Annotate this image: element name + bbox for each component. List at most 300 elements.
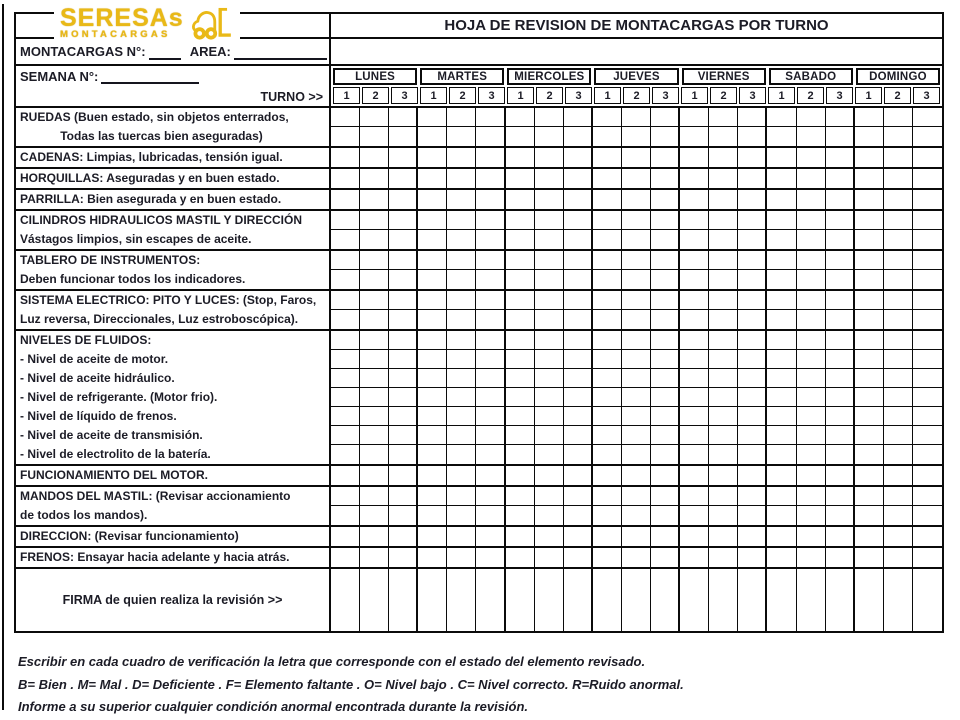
check-cell-niveles-fluidos-r4-lunes-t3[interactable]: [389, 388, 418, 407]
check-cell-niveles-fluidos-r5-domingo-t3[interactable]: [913, 407, 942, 426]
check-cell-ruedas-r1-miercoles-t3[interactable]: [564, 108, 593, 127]
check-cell-tablero-instrumentos-r2-jueves-t3[interactable]: [651, 270, 680, 289]
check-cell-frenos-r1-viernes-t1[interactable]: [680, 548, 709, 567]
check-cell-niveles-fluidos-r3-domingo-t2[interactable]: [884, 369, 913, 388]
check-cell-niveles-fluidos-r2-jueves-t3[interactable]: [651, 350, 680, 369]
check-cell-frenos-r1-lunes-t1[interactable]: [331, 548, 360, 567]
check-cell-ruedas-r1-jueves-t2[interactable]: [622, 108, 651, 127]
signature-cell-firma-r1-miercoles-t2[interactable]: [535, 569, 564, 631]
check-cell-niveles-fluidos-r2-sabado-t2[interactable]: [797, 350, 826, 369]
check-cell-niveles-fluidos-r6-miercoles-t3[interactable]: [564, 426, 593, 445]
check-cell-niveles-fluidos-r4-jueves-t3[interactable]: [651, 388, 680, 407]
check-cell-tablero-instrumentos-r1-sabado-t1[interactable]: [767, 251, 796, 270]
check-cell-sistema-electrico-r2-martes-t1[interactable]: [418, 310, 447, 329]
check-cell-sistema-electrico-r1-domingo-t1[interactable]: [855, 291, 884, 310]
check-cell-cilindros-hidraulicos-r1-viernes-t2[interactable]: [709, 211, 738, 230]
check-cell-niveles-fluidos-r3-sabado-t1[interactable]: [767, 369, 796, 388]
check-cell-niveles-fluidos-r5-viernes-t2[interactable]: [709, 407, 738, 426]
check-cell-niveles-fluidos-r1-domingo-t1[interactable]: [855, 331, 884, 350]
check-cell-tablero-instrumentos-r2-sabado-t2[interactable]: [797, 270, 826, 289]
check-cell-niveles-fluidos-r6-lunes-t2[interactable]: [360, 426, 389, 445]
check-cell-niveles-fluidos-r3-viernes-t1[interactable]: [680, 369, 709, 388]
check-cell-tablero-instrumentos-r1-viernes-t2[interactable]: [709, 251, 738, 270]
check-cell-tablero-instrumentos-r2-martes-t1[interactable]: [418, 270, 447, 289]
check-cell-tablero-instrumentos-r1-sabado-t2[interactable]: [797, 251, 826, 270]
check-cell-niveles-fluidos-r5-domingo-t1[interactable]: [855, 407, 884, 426]
check-cell-frenos-r1-jueves-t1[interactable]: [593, 548, 622, 567]
check-cell-cadenas-r1-jueves-t3[interactable]: [651, 148, 680, 167]
check-cell-parrilla-r1-domingo-t1[interactable]: [855, 190, 884, 209]
check-cell-cadenas-r1-viernes-t1[interactable]: [680, 148, 709, 167]
check-cell-niveles-fluidos-r7-domingo-t1[interactable]: [855, 445, 884, 464]
check-cell-mandos-mastil-r1-domingo-t1[interactable]: [855, 487, 884, 506]
check-cell-niveles-fluidos-r4-viernes-t1[interactable]: [680, 388, 709, 407]
check-cell-direccion-r1-martes-t1[interactable]: [418, 527, 447, 546]
check-cell-parrilla-r1-sabado-t2[interactable]: [797, 190, 826, 209]
check-cell-funcionamiento-motor-r1-viernes-t1[interactable]: [680, 466, 709, 485]
check-cell-sistema-electrico-r2-domingo-t1[interactable]: [855, 310, 884, 329]
check-cell-niveles-fluidos-r7-lunes-t1[interactable]: [331, 445, 360, 464]
check-cell-sistema-electrico-r2-lunes-t3[interactable]: [389, 310, 418, 329]
check-cell-niveles-fluidos-r6-miercoles-t2[interactable]: [535, 426, 564, 445]
check-cell-mandos-mastil-r2-viernes-t3[interactable]: [738, 506, 767, 525]
check-cell-horquillas-r1-jueves-t2[interactable]: [622, 169, 651, 188]
check-cell-niveles-fluidos-r2-jueves-t1[interactable]: [593, 350, 622, 369]
signature-cell-firma-r1-viernes-t3[interactable]: [738, 569, 767, 631]
check-cell-mandos-mastil-r1-domingo-t3[interactable]: [913, 487, 942, 506]
check-cell-cilindros-hidraulicos-r1-martes-t3[interactable]: [476, 211, 505, 230]
check-cell-tablero-instrumentos-r2-viernes-t2[interactable]: [709, 270, 738, 289]
check-cell-direccion-r1-sabado-t1[interactable]: [767, 527, 796, 546]
check-cell-mandos-mastil-r2-martes-t1[interactable]: [418, 506, 447, 525]
check-cell-niveles-fluidos-r3-jueves-t2[interactable]: [622, 369, 651, 388]
check-cell-niveles-fluidos-r6-domingo-t3[interactable]: [913, 426, 942, 445]
check-cell-niveles-fluidos-r6-martes-t1[interactable]: [418, 426, 447, 445]
check-cell-cilindros-hidraulicos-r1-sabado-t1[interactable]: [767, 211, 796, 230]
check-cell-ruedas-r2-viernes-t1[interactable]: [680, 127, 709, 146]
check-cell-niveles-fluidos-r3-lunes-t3[interactable]: [389, 369, 418, 388]
check-cell-parrilla-r1-lunes-t1[interactable]: [331, 190, 360, 209]
check-cell-niveles-fluidos-r7-martes-t3[interactable]: [476, 445, 505, 464]
check-cell-cadenas-r1-sabado-t3[interactable]: [826, 148, 855, 167]
check-cell-direccion-r1-jueves-t3[interactable]: [651, 527, 680, 546]
check-cell-direccion-r1-sabado-t2[interactable]: [797, 527, 826, 546]
check-cell-mandos-mastil-r2-sabado-t2[interactable]: [797, 506, 826, 525]
check-cell-niveles-fluidos-r4-jueves-t2[interactable]: [622, 388, 651, 407]
check-cell-funcionamiento-motor-r1-miercoles-t3[interactable]: [564, 466, 593, 485]
check-cell-tablero-instrumentos-r1-viernes-t1[interactable]: [680, 251, 709, 270]
check-cell-funcionamiento-motor-r1-martes-t3[interactable]: [476, 466, 505, 485]
check-cell-niveles-fluidos-r4-domingo-t1[interactable]: [855, 388, 884, 407]
check-cell-horquillas-r1-lunes-t3[interactable]: [389, 169, 418, 188]
check-cell-tablero-instrumentos-r1-martes-t1[interactable]: [418, 251, 447, 270]
check-cell-ruedas-r2-jueves-t3[interactable]: [651, 127, 680, 146]
check-cell-niveles-fluidos-r1-sabado-t1[interactable]: [767, 331, 796, 350]
check-cell-direccion-r1-miercoles-t2[interactable]: [535, 527, 564, 546]
signature-cell-firma-r1-jueves-t1[interactable]: [593, 569, 622, 631]
check-cell-niveles-fluidos-r4-sabado-t2[interactable]: [797, 388, 826, 407]
check-cell-ruedas-r2-miercoles-t1[interactable]: [506, 127, 535, 146]
check-cell-mandos-mastil-r1-miercoles-t1[interactable]: [506, 487, 535, 506]
check-cell-niveles-fluidos-r3-viernes-t3[interactable]: [738, 369, 767, 388]
check-cell-mandos-mastil-r2-miercoles-t1[interactable]: [506, 506, 535, 525]
check-cell-tablero-instrumentos-r2-domingo-t2[interactable]: [884, 270, 913, 289]
check-cell-niveles-fluidos-r4-lunes-t1[interactable]: [331, 388, 360, 407]
check-cell-niveles-fluidos-r7-miercoles-t3[interactable]: [564, 445, 593, 464]
check-cell-cadenas-r1-jueves-t2[interactable]: [622, 148, 651, 167]
check-cell-niveles-fluidos-r7-sabado-t2[interactable]: [797, 445, 826, 464]
check-cell-niveles-fluidos-r4-sabado-t1[interactable]: [767, 388, 796, 407]
check-cell-mandos-mastil-r1-domingo-t2[interactable]: [884, 487, 913, 506]
check-cell-niveles-fluidos-r4-viernes-t2[interactable]: [709, 388, 738, 407]
signature-cell-firma-r1-sabado-t2[interactable]: [797, 569, 826, 631]
signature-cell-firma-r1-viernes-t1[interactable]: [680, 569, 709, 631]
check-cell-ruedas-r1-viernes-t2[interactable]: [709, 108, 738, 127]
check-cell-sistema-electrico-r2-lunes-t2[interactable]: [360, 310, 389, 329]
check-cell-cilindros-hidraulicos-r1-viernes-t3[interactable]: [738, 211, 767, 230]
check-cell-niveles-fluidos-r5-martes-t1[interactable]: [418, 407, 447, 426]
check-cell-mandos-mastil-r1-lunes-t2[interactable]: [360, 487, 389, 506]
check-cell-mandos-mastil-r1-viernes-t2[interactable]: [709, 487, 738, 506]
check-cell-mandos-mastil-r2-miercoles-t2[interactable]: [535, 506, 564, 525]
check-cell-tablero-instrumentos-r2-viernes-t3[interactable]: [738, 270, 767, 289]
check-cell-cilindros-hidraulicos-r1-lunes-t3[interactable]: [389, 211, 418, 230]
check-cell-cilindros-hidraulicos-r1-domingo-t2[interactable]: [884, 211, 913, 230]
check-cell-niveles-fluidos-r4-miercoles-t1[interactable]: [506, 388, 535, 407]
check-cell-frenos-r1-viernes-t2[interactable]: [709, 548, 738, 567]
check-cell-cilindros-hidraulicos-r2-domingo-t1[interactable]: [855, 230, 884, 249]
check-cell-ruedas-r1-martes-t3[interactable]: [476, 108, 505, 127]
check-cell-tablero-instrumentos-r1-martes-t2[interactable]: [447, 251, 476, 270]
check-cell-funcionamiento-motor-r1-domingo-t3[interactable]: [913, 466, 942, 485]
check-cell-frenos-r1-lunes-t3[interactable]: [389, 548, 418, 567]
check-cell-mandos-mastil-r2-viernes-t1[interactable]: [680, 506, 709, 525]
check-cell-niveles-fluidos-r7-viernes-t1[interactable]: [680, 445, 709, 464]
check-cell-niveles-fluidos-r1-jueves-t2[interactable]: [622, 331, 651, 350]
check-cell-niveles-fluidos-r6-viernes-t2[interactable]: [709, 426, 738, 445]
check-cell-ruedas-r2-lunes-t1[interactable]: [331, 127, 360, 146]
check-cell-niveles-fluidos-r5-viernes-t1[interactable]: [680, 407, 709, 426]
check-cell-tablero-instrumentos-r1-miercoles-t2[interactable]: [535, 251, 564, 270]
check-cell-tablero-instrumentos-r1-sabado-t3[interactable]: [826, 251, 855, 270]
check-cell-cilindros-hidraulicos-r1-domingo-t3[interactable]: [913, 211, 942, 230]
check-cell-funcionamiento-motor-r1-jueves-t1[interactable]: [593, 466, 622, 485]
check-cell-niveles-fluidos-r7-lunes-t3[interactable]: [389, 445, 418, 464]
check-cell-niveles-fluidos-r1-domingo-t3[interactable]: [913, 331, 942, 350]
check-cell-cadenas-r1-miercoles-t3[interactable]: [564, 148, 593, 167]
check-cell-tablero-instrumentos-r1-lunes-t1[interactable]: [331, 251, 360, 270]
check-cell-niveles-fluidos-r4-viernes-t3[interactable]: [738, 388, 767, 407]
check-cell-mandos-mastil-r2-lunes-t3[interactable]: [389, 506, 418, 525]
check-cell-frenos-r1-jueves-t3[interactable]: [651, 548, 680, 567]
check-cell-cadenas-r1-domingo-t3[interactable]: [913, 148, 942, 167]
check-cell-sistema-electrico-r1-sabado-t2[interactable]: [797, 291, 826, 310]
check-cell-niveles-fluidos-r1-miercoles-t2[interactable]: [535, 331, 564, 350]
signature-cell-firma-r1-domingo-t2[interactable]: [884, 569, 913, 631]
check-cell-parrilla-r1-sabado-t3[interactable]: [826, 190, 855, 209]
check-cell-sistema-electrico-r1-jueves-t2[interactable]: [622, 291, 651, 310]
signature-cell-firma-r1-lunes-t2[interactable]: [360, 569, 389, 631]
check-cell-mandos-mastil-r2-domingo-t1[interactable]: [855, 506, 884, 525]
check-cell-niveles-fluidos-r2-viernes-t3[interactable]: [738, 350, 767, 369]
check-cell-funcionamiento-motor-r1-sabado-t3[interactable]: [826, 466, 855, 485]
check-cell-frenos-r1-miercoles-t3[interactable]: [564, 548, 593, 567]
check-cell-frenos-r1-martes-t3[interactable]: [476, 548, 505, 567]
check-cell-niveles-fluidos-r2-martes-t3[interactable]: [476, 350, 505, 369]
check-cell-cilindros-hidraulicos-r2-sabado-t3[interactable]: [826, 230, 855, 249]
signature-cell-firma-r1-martes-t1[interactable]: [418, 569, 447, 631]
check-cell-funcionamiento-motor-r1-lunes-t2[interactable]: [360, 466, 389, 485]
check-cell-parrilla-r1-viernes-t2[interactable]: [709, 190, 738, 209]
check-cell-niveles-fluidos-r2-domingo-t1[interactable]: [855, 350, 884, 369]
check-cell-niveles-fluidos-r7-jueves-t3[interactable]: [651, 445, 680, 464]
check-cell-ruedas-r2-viernes-t3[interactable]: [738, 127, 767, 146]
check-cell-frenos-r1-lunes-t2[interactable]: [360, 548, 389, 567]
check-cell-niveles-fluidos-r5-sabado-t2[interactable]: [797, 407, 826, 426]
check-cell-ruedas-r2-martes-t1[interactable]: [418, 127, 447, 146]
check-cell-tablero-instrumentos-r2-martes-t3[interactable]: [476, 270, 505, 289]
check-cell-cadenas-r1-domingo-t2[interactable]: [884, 148, 913, 167]
check-cell-tablero-instrumentos-r1-jueves-t1[interactable]: [593, 251, 622, 270]
check-cell-horquillas-r1-lunes-t2[interactable]: [360, 169, 389, 188]
check-cell-tablero-instrumentos-r1-jueves-t3[interactable]: [651, 251, 680, 270]
check-cell-niveles-fluidos-r2-lunes-t2[interactable]: [360, 350, 389, 369]
check-cell-niveles-fluidos-r2-viernes-t1[interactable]: [680, 350, 709, 369]
check-cell-niveles-fluidos-r6-jueves-t3[interactable]: [651, 426, 680, 445]
check-cell-sistema-electrico-r1-domingo-t3[interactable]: [913, 291, 942, 310]
check-cell-mandos-mastil-r1-sabado-t1[interactable]: [767, 487, 796, 506]
check-cell-mandos-mastil-r2-miercoles-t3[interactable]: [564, 506, 593, 525]
check-cell-mandos-mastil-r1-jueves-t2[interactable]: [622, 487, 651, 506]
check-cell-ruedas-r1-domingo-t2[interactable]: [884, 108, 913, 127]
check-cell-sistema-electrico-r1-martes-t1[interactable]: [418, 291, 447, 310]
check-cell-niveles-fluidos-r2-domingo-t2[interactable]: [884, 350, 913, 369]
check-cell-sistema-electrico-r1-martes-t2[interactable]: [447, 291, 476, 310]
check-cell-mandos-mastil-r1-viernes-t3[interactable]: [738, 487, 767, 506]
check-cell-sistema-electrico-r2-lunes-t1[interactable]: [331, 310, 360, 329]
check-cell-niveles-fluidos-r4-jueves-t1[interactable]: [593, 388, 622, 407]
check-cell-frenos-r1-martes-t1[interactable]: [418, 548, 447, 567]
check-cell-cadenas-r1-domingo-t1[interactable]: [855, 148, 884, 167]
check-cell-cadenas-r1-miercoles-t2[interactable]: [535, 148, 564, 167]
check-cell-niveles-fluidos-r2-lunes-t1[interactable]: [331, 350, 360, 369]
check-cell-niveles-fluidos-r5-jueves-t3[interactable]: [651, 407, 680, 426]
check-cell-niveles-fluidos-r4-sabado-t3[interactable]: [826, 388, 855, 407]
check-cell-cilindros-hidraulicos-r2-domingo-t3[interactable]: [913, 230, 942, 249]
check-cell-sistema-electrico-r1-lunes-t3[interactable]: [389, 291, 418, 310]
check-cell-sistema-electrico-r1-viernes-t3[interactable]: [738, 291, 767, 310]
check-cell-niveles-fluidos-r5-lunes-t3[interactable]: [389, 407, 418, 426]
check-cell-ruedas-r1-sabado-t2[interactable]: [797, 108, 826, 127]
check-cell-tablero-instrumentos-r1-lunes-t2[interactable]: [360, 251, 389, 270]
check-cell-cilindros-hidraulicos-r1-jueves-t3[interactable]: [651, 211, 680, 230]
check-cell-frenos-r1-jueves-t2[interactable]: [622, 548, 651, 567]
check-cell-niveles-fluidos-r6-jueves-t2[interactable]: [622, 426, 651, 445]
check-cell-tablero-instrumentos-r1-domingo-t1[interactable]: [855, 251, 884, 270]
check-cell-niveles-fluidos-r4-domingo-t3[interactable]: [913, 388, 942, 407]
check-cell-frenos-r1-domingo-t1[interactable]: [855, 548, 884, 567]
check-cell-tablero-instrumentos-r1-domingo-t3[interactable]: [913, 251, 942, 270]
check-cell-niveles-fluidos-r6-domingo-t1[interactable]: [855, 426, 884, 445]
check-cell-ruedas-r1-viernes-t3[interactable]: [738, 108, 767, 127]
check-cell-tablero-instrumentos-r1-viernes-t3[interactable]: [738, 251, 767, 270]
signature-cell-firma-r1-lunes-t3[interactable]: [389, 569, 418, 631]
check-cell-horquillas-r1-sabado-t2[interactable]: [797, 169, 826, 188]
check-cell-tablero-instrumentos-r1-miercoles-t1[interactable]: [506, 251, 535, 270]
check-cell-parrilla-r1-miercoles-t1[interactable]: [506, 190, 535, 209]
check-cell-ruedas-r2-sabado-t3[interactable]: [826, 127, 855, 146]
check-cell-tablero-instrumentos-r2-lunes-t1[interactable]: [331, 270, 360, 289]
check-cell-tablero-instrumentos-r2-sabado-t1[interactable]: [767, 270, 796, 289]
check-cell-cadenas-r1-jueves-t1[interactable]: [593, 148, 622, 167]
check-cell-niveles-fluidos-r7-sabado-t1[interactable]: [767, 445, 796, 464]
check-cell-niveles-fluidos-r3-domingo-t3[interactable]: [913, 369, 942, 388]
check-cell-niveles-fluidos-r5-miercoles-t3[interactable]: [564, 407, 593, 426]
check-cell-tablero-instrumentos-r2-domingo-t1[interactable]: [855, 270, 884, 289]
check-cell-ruedas-r2-sabado-t2[interactable]: [797, 127, 826, 146]
check-cell-tablero-instrumentos-r2-miercoles-t2[interactable]: [535, 270, 564, 289]
check-cell-sistema-electrico-r1-jueves-t1[interactable]: [593, 291, 622, 310]
check-cell-horquillas-r1-miercoles-t3[interactable]: [564, 169, 593, 188]
check-cell-ruedas-r2-sabado-t1[interactable]: [767, 127, 796, 146]
check-cell-mandos-mastil-r1-jueves-t3[interactable]: [651, 487, 680, 506]
check-cell-mandos-mastil-r2-jueves-t3[interactable]: [651, 506, 680, 525]
check-cell-niveles-fluidos-r6-lunes-t1[interactable]: [331, 426, 360, 445]
check-cell-cilindros-hidraulicos-r2-domingo-t2[interactable]: [884, 230, 913, 249]
check-cell-cilindros-hidraulicos-r1-sabado-t3[interactable]: [826, 211, 855, 230]
check-cell-ruedas-r2-domingo-t1[interactable]: [855, 127, 884, 146]
check-cell-direccion-r1-lunes-t3[interactable]: [389, 527, 418, 546]
check-cell-parrilla-r1-martes-t3[interactable]: [476, 190, 505, 209]
check-cell-cilindros-hidraulicos-r2-jueves-t2[interactable]: [622, 230, 651, 249]
check-cell-sistema-electrico-r2-domingo-t3[interactable]: [913, 310, 942, 329]
check-cell-frenos-r1-domingo-t2[interactable]: [884, 548, 913, 567]
check-cell-tablero-instrumentos-r2-lunes-t3[interactable]: [389, 270, 418, 289]
check-cell-niveles-fluidos-r1-jueves-t1[interactable]: [593, 331, 622, 350]
check-cell-niveles-fluidos-r6-jueves-t1[interactable]: [593, 426, 622, 445]
check-cell-niveles-fluidos-r5-lunes-t1[interactable]: [331, 407, 360, 426]
check-cell-horquillas-r1-jueves-t3[interactable]: [651, 169, 680, 188]
check-cell-parrilla-r1-viernes-t3[interactable]: [738, 190, 767, 209]
check-cell-cilindros-hidraulicos-r2-martes-t3[interactable]: [476, 230, 505, 249]
check-cell-parrilla-r1-sabado-t1[interactable]: [767, 190, 796, 209]
check-cell-sistema-electrico-r1-miercoles-t2[interactable]: [535, 291, 564, 310]
check-cell-sistema-electrico-r1-miercoles-t3[interactable]: [564, 291, 593, 310]
check-cell-cilindros-hidraulicos-r1-miercoles-t3[interactable]: [564, 211, 593, 230]
check-cell-parrilla-r1-jueves-t3[interactable]: [651, 190, 680, 209]
check-cell-mandos-mastil-r1-martes-t3[interactable]: [476, 487, 505, 506]
check-cell-mandos-mastil-r1-martes-t1[interactable]: [418, 487, 447, 506]
check-cell-niveles-fluidos-r4-miercoles-t2[interactable]: [535, 388, 564, 407]
check-cell-tablero-instrumentos-r1-lunes-t3[interactable]: [389, 251, 418, 270]
check-cell-ruedas-r2-domingo-t2[interactable]: [884, 127, 913, 146]
check-cell-niveles-fluidos-r1-jueves-t3[interactable]: [651, 331, 680, 350]
check-cell-sistema-electrico-r2-sabado-t1[interactable]: [767, 310, 796, 329]
check-cell-frenos-r1-miercoles-t1[interactable]: [506, 548, 535, 567]
check-cell-niveles-fluidos-r6-martes-t2[interactable]: [447, 426, 476, 445]
check-cell-ruedas-r2-lunes-t2[interactable]: [360, 127, 389, 146]
check-cell-parrilla-r1-jueves-t2[interactable]: [622, 190, 651, 209]
check-cell-niveles-fluidos-r3-jueves-t3[interactable]: [651, 369, 680, 388]
check-cell-cadenas-r1-viernes-t3[interactable]: [738, 148, 767, 167]
check-cell-tablero-instrumentos-r1-domingo-t2[interactable]: [884, 251, 913, 270]
check-cell-sistema-electrico-r2-miercoles-t2[interactable]: [535, 310, 564, 329]
check-cell-sistema-electrico-r2-miercoles-t3[interactable]: [564, 310, 593, 329]
check-cell-sistema-electrico-r2-viernes-t2[interactable]: [709, 310, 738, 329]
check-cell-mandos-mastil-r2-martes-t2[interactable]: [447, 506, 476, 525]
check-cell-cilindros-hidraulicos-r2-sabado-t2[interactable]: [797, 230, 826, 249]
check-cell-frenos-r1-domingo-t3[interactable]: [913, 548, 942, 567]
check-cell-ruedas-r1-lunes-t3[interactable]: [389, 108, 418, 127]
check-cell-cadenas-r1-lunes-t1[interactable]: [331, 148, 360, 167]
check-cell-ruedas-r1-lunes-t1[interactable]: [331, 108, 360, 127]
check-cell-funcionamiento-motor-r1-viernes-t3[interactable]: [738, 466, 767, 485]
check-cell-horquillas-r1-jueves-t1[interactable]: [593, 169, 622, 188]
montacargas-number-field[interactable]: [149, 48, 181, 60]
check-cell-cilindros-hidraulicos-r2-miercoles-t2[interactable]: [535, 230, 564, 249]
check-cell-parrilla-r1-martes-t1[interactable]: [418, 190, 447, 209]
check-cell-niveles-fluidos-r7-viernes-t2[interactable]: [709, 445, 738, 464]
check-cell-niveles-fluidos-r2-sabado-t3[interactable]: [826, 350, 855, 369]
check-cell-niveles-fluidos-r6-lunes-t3[interactable]: [389, 426, 418, 445]
check-cell-mandos-mastil-r1-sabado-t3[interactable]: [826, 487, 855, 506]
check-cell-mandos-mastil-r2-domingo-t2[interactable]: [884, 506, 913, 525]
check-cell-niveles-fluidos-r7-martes-t1[interactable]: [418, 445, 447, 464]
check-cell-ruedas-r2-jueves-t2[interactable]: [622, 127, 651, 146]
check-cell-tablero-instrumentos-r1-jueves-t2[interactable]: [622, 251, 651, 270]
check-cell-cilindros-hidraulicos-r1-martes-t1[interactable]: [418, 211, 447, 230]
check-cell-parrilla-r1-jueves-t1[interactable]: [593, 190, 622, 209]
check-cell-direccion-r1-viernes-t1[interactable]: [680, 527, 709, 546]
signature-cell-firma-r1-sabado-t1[interactable]: [767, 569, 796, 631]
check-cell-cadenas-r1-lunes-t2[interactable]: [360, 148, 389, 167]
check-cell-tablero-instrumentos-r2-domingo-t3[interactable]: [913, 270, 942, 289]
check-cell-ruedas-r1-sabado-t3[interactable]: [826, 108, 855, 127]
check-cell-mandos-mastil-r2-lunes-t2[interactable]: [360, 506, 389, 525]
check-cell-tablero-instrumentos-r2-jueves-t2[interactable]: [622, 270, 651, 289]
check-cell-tablero-instrumentos-r1-martes-t3[interactable]: [476, 251, 505, 270]
check-cell-tablero-instrumentos-r2-martes-t2[interactable]: [447, 270, 476, 289]
check-cell-niveles-fluidos-r1-lunes-t2[interactable]: [360, 331, 389, 350]
check-cell-direccion-r1-viernes-t3[interactable]: [738, 527, 767, 546]
check-cell-mandos-mastil-r2-jueves-t2[interactable]: [622, 506, 651, 525]
check-cell-niveles-fluidos-r3-sabado-t2[interactable]: [797, 369, 826, 388]
signature-cell-firma-r1-jueves-t3[interactable]: [651, 569, 680, 631]
signature-cell-firma-r1-sabado-t3[interactable]: [826, 569, 855, 631]
check-cell-niveles-fluidos-r1-viernes-t1[interactable]: [680, 331, 709, 350]
check-cell-direccion-r1-jueves-t1[interactable]: [593, 527, 622, 546]
check-cell-direccion-r1-lunes-t2[interactable]: [360, 527, 389, 546]
check-cell-cilindros-hidraulicos-r2-lunes-t3[interactable]: [389, 230, 418, 249]
check-cell-ruedas-r1-martes-t2[interactable]: [447, 108, 476, 127]
check-cell-cilindros-hidraulicos-r2-lunes-t2[interactable]: [360, 230, 389, 249]
check-cell-niveles-fluidos-r1-miercoles-t3[interactable]: [564, 331, 593, 350]
check-cell-mandos-mastil-r2-viernes-t2[interactable]: [709, 506, 738, 525]
check-cell-horquillas-r1-martes-t2[interactable]: [447, 169, 476, 188]
check-cell-mandos-mastil-r2-martes-t3[interactable]: [476, 506, 505, 525]
check-cell-funcionamiento-motor-r1-jueves-t3[interactable]: [651, 466, 680, 485]
check-cell-sistema-electrico-r1-sabado-t1[interactable]: [767, 291, 796, 310]
check-cell-niveles-fluidos-r7-martes-t2[interactable]: [447, 445, 476, 464]
check-cell-niveles-fluidos-r7-miercoles-t1[interactable]: [506, 445, 535, 464]
check-cell-direccion-r1-jueves-t2[interactable]: [622, 527, 651, 546]
check-cell-mandos-mastil-r2-domingo-t3[interactable]: [913, 506, 942, 525]
check-cell-niveles-fluidos-r5-martes-t2[interactable]: [447, 407, 476, 426]
check-cell-niveles-fluidos-r1-martes-t1[interactable]: [418, 331, 447, 350]
check-cell-cadenas-r1-miercoles-t1[interactable]: [506, 148, 535, 167]
check-cell-funcionamiento-motor-r1-martes-t1[interactable]: [418, 466, 447, 485]
check-cell-niveles-fluidos-r7-jueves-t1[interactable]: [593, 445, 622, 464]
